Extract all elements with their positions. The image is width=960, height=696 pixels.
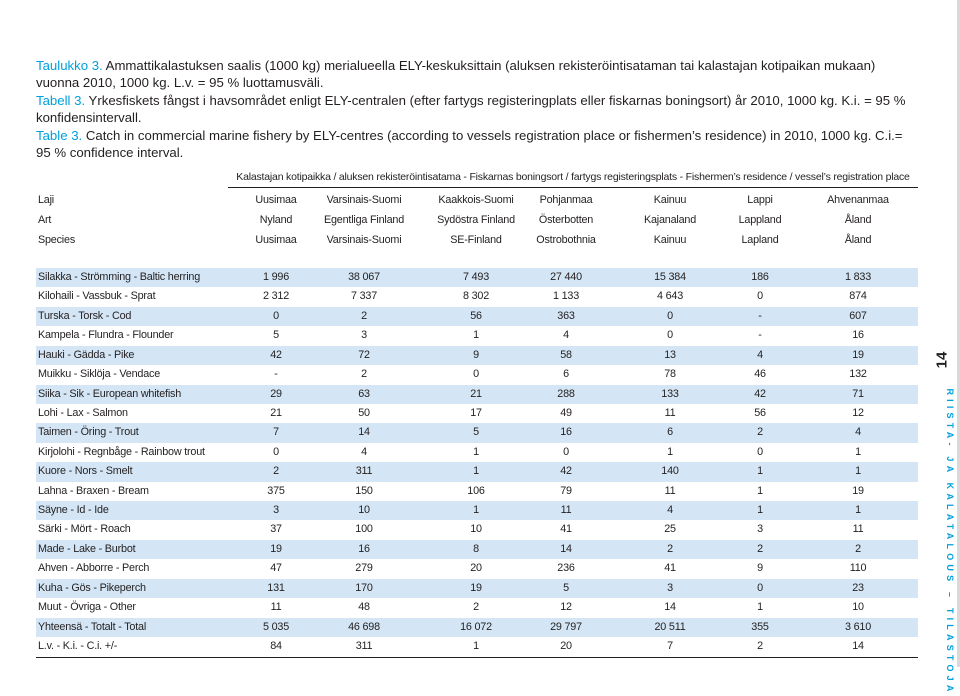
table-cell: 2 (757, 426, 763, 439)
table-captions (36, 58, 916, 163)
table-cell: 19 (852, 484, 864, 497)
table-cell: 47 (270, 562, 282, 575)
table-cell: 20 (470, 562, 482, 575)
table-row (36, 482, 918, 501)
table-row (36, 540, 918, 559)
table-cell: 13 (664, 348, 676, 361)
table-cell: 236 (557, 562, 575, 575)
species-name: Siika - Sik - European whitefish (38, 387, 182, 400)
table-row (36, 579, 918, 598)
species-name: Kirjolohi - Regnbåge - Rainbow trout (38, 445, 205, 458)
table-cell: 78 (664, 368, 676, 381)
header-row (36, 231, 918, 249)
table-row (36, 326, 918, 345)
table-row (36, 268, 918, 287)
table-row (36, 598, 918, 617)
table-row (36, 365, 918, 384)
caption-finnish (36, 58, 916, 91)
table-cell: 20 511 (654, 620, 686, 633)
species-name: Turska - Torsk - Cod (38, 309, 132, 322)
table-cell: 6 (667, 426, 673, 439)
column-header: Lapland (741, 234, 779, 246)
table-cell: 56 (754, 406, 766, 419)
species-name: Lohi - Lax - Salmon (38, 406, 128, 419)
table-cell: 3 (757, 523, 763, 536)
caption-text: Catch in commercial marine fishery by ELY-centres (according to vessels registration place or fishermen’s residence) in 2010, 1000 kg. C.i.= 95 % confidence interval. (36, 128, 903, 160)
table-cell: 1 (473, 329, 479, 342)
table-cell: 16 (560, 426, 572, 439)
table-cell: 9 (473, 348, 479, 361)
table-cell: 4 643 (656, 290, 684, 303)
table-cell: 311 (355, 465, 373, 478)
caption-text: Yrkesfiskets fångst i havsområdet enligt ELY-centralen (efter fartygs registeringplats eller fiskarnas boningsort) år 2010, 1000 kg. K.i. = 95 % konfidensintervall. (36, 93, 906, 125)
table-cell: 72 (358, 348, 370, 361)
table-cell: 4 (563, 329, 569, 342)
table-row (36, 385, 918, 404)
table-cell: 5 (563, 581, 569, 594)
table-cell: 14 (358, 426, 370, 439)
table-cell: 106 (467, 484, 485, 497)
table-cell: 10 (470, 523, 482, 536)
table-cell: 11 (852, 523, 864, 536)
table-cell: 1 996 (262, 271, 290, 283)
table-cell: 14 (852, 639, 864, 652)
species-name: Taimen - Öring - Trout (38, 426, 139, 439)
table-row (36, 618, 918, 637)
species-name: Ahven - Abborre - Perch (38, 562, 150, 575)
table-cell: 0 (273, 445, 279, 458)
table-cell: 1 (855, 445, 861, 458)
column-header: SE-Finland (450, 234, 502, 246)
column-header: Varsinais-Suomi (326, 194, 402, 206)
table-cell: 12 (560, 601, 572, 614)
table-cell: 7 337 (350, 290, 378, 303)
table-cell: 37 (270, 523, 282, 536)
table-cell: 3 (667, 581, 673, 594)
table-row (36, 307, 918, 326)
table-cell: 1 (757, 504, 763, 517)
table-cell: 58 (560, 348, 572, 361)
table-cell: 2 312 (262, 290, 290, 303)
table-cell: 8 302 (462, 290, 490, 303)
column-header: Pohjanmaa (539, 194, 593, 206)
table-cell: 7 (667, 639, 673, 652)
table-cell: 7 493 (462, 271, 490, 283)
table-cell: 2 (757, 639, 763, 652)
table-cell: - (758, 309, 762, 322)
table-cell: 132 (849, 368, 867, 381)
table-cell: 279 (355, 562, 373, 575)
table-cell: 1 (855, 504, 861, 517)
species-name: Lahna - Braxen - Bream (38, 484, 149, 497)
table-cell: 16 (852, 329, 864, 342)
table-cell: 2 (667, 542, 673, 555)
species-name: Kuha - Gös - Pikeperch (38, 581, 146, 594)
table-cell: 874 (849, 290, 867, 303)
table-cell: 56 (470, 309, 482, 322)
table-cell: 0 (273, 309, 279, 322)
column-header: Kajanaland (643, 214, 697, 226)
table-cell: - (758, 329, 762, 342)
page-number: 14 (933, 351, 951, 369)
table-cell: 1 (473, 639, 479, 652)
table-row (36, 346, 918, 365)
column-header: Kaakkois-Suomi (438, 194, 514, 206)
table-cell: 0 (757, 581, 763, 594)
species-name: Muikku - Siklöja - Vendace (38, 368, 161, 381)
table-cell: 63 (358, 387, 370, 400)
caption-label: Table 3. (36, 128, 83, 143)
table-row (36, 423, 918, 442)
table-cell: 29 797 (550, 620, 582, 633)
caption-english (36, 128, 916, 161)
table-cell: 11 (560, 504, 572, 517)
table-cell: 2 (473, 601, 479, 614)
table-cell: - (274, 368, 278, 381)
table-cell: 15 384 (654, 271, 686, 283)
header-row-label: Art (38, 214, 52, 226)
table-cell: 8 (473, 542, 479, 555)
table-cell: 50 (358, 406, 370, 419)
table-cell: 23 (852, 581, 864, 594)
table-cell: 0 (757, 445, 763, 458)
table-cell: 0 (667, 329, 673, 342)
caption-swedish (36, 93, 916, 126)
table-row (36, 404, 918, 423)
table-cell: 0 (473, 368, 479, 381)
table-cell: 288 (557, 387, 575, 400)
table-cell: 100 (355, 523, 373, 536)
table-cell: 42 (270, 348, 282, 361)
table-cell: 0 (667, 309, 673, 322)
table-cell: 14 (664, 601, 676, 614)
table-cell: 6 (563, 368, 569, 381)
table-cell: 110 (849, 562, 867, 575)
table-row (36, 287, 918, 306)
table-cell: 311 (355, 639, 373, 652)
table-cell: 42 (754, 387, 766, 400)
table-cell: 71 (852, 387, 864, 400)
table-cell: 355 (751, 620, 769, 633)
species-name: Särki - Mört - Roach (38, 523, 131, 536)
table-cell: 42 (560, 465, 572, 478)
table-cell: 5 035 (262, 620, 290, 633)
table-row (36, 462, 918, 481)
table-cell: 25 (664, 523, 676, 536)
caption-label: Taulukko 3. (36, 58, 103, 73)
column-header: Sydöstra Finland (437, 214, 515, 226)
table-cell: 1 (473, 445, 479, 458)
table-cell: 1 (667, 445, 673, 458)
header-row-label: Laji (38, 194, 55, 206)
table-row (36, 520, 918, 539)
table-bottom-rule (36, 657, 918, 658)
table-cell: 186 (751, 271, 769, 283)
caption-label: Tabell 3. (36, 93, 86, 108)
caption-text: Ammattikalastuksen saalis (1000 kg) merialueella ELY-keskuksittain (aluksen rekisteröintisataman tai kalastajan kotipaikan mukaan) vuonna 2010, 1000 kg. L.v. = 95 % luottamusväli. (36, 58, 876, 90)
column-header: Uusimaa (255, 194, 297, 206)
table-cell: 10 (852, 601, 864, 614)
species-name: Kampela - Flundra - Flounder (38, 329, 174, 342)
table-cell: 27 440 (550, 271, 582, 283)
table-cell: 14 (560, 542, 572, 555)
table-cell: 29 (270, 387, 282, 400)
table-cell: 2 (361, 309, 367, 322)
column-header: Uusimaa (255, 234, 297, 246)
table-cell: 1 (757, 601, 763, 614)
table-cell: 2 (273, 465, 279, 478)
table-cell: 1 (757, 484, 763, 497)
species-name: Yhteensä - Totalt - Total (38, 620, 147, 633)
running-title: RIISTA- JA KALATALOUS – TILASTOJA (945, 388, 955, 696)
table-cell: 1 (473, 504, 479, 517)
column-header: Nyland (259, 214, 293, 226)
table-cell: 10 (358, 504, 370, 517)
table-cell: 2 (855, 542, 861, 555)
table-cell: 11 (664, 406, 676, 419)
column-header: Österbotten (538, 214, 594, 226)
table-cell: 363 (557, 309, 575, 322)
column-header: Ahvenanmaa (827, 194, 889, 206)
table-cell: 1 (757, 465, 763, 478)
table-row (36, 501, 918, 520)
column-header: Varsinais-Suomi (326, 234, 402, 246)
table-cell: 133 (661, 387, 679, 400)
table-cell: 607 (849, 309, 867, 322)
table-cell: 5 (473, 426, 479, 439)
table-cell: 11 (270, 601, 282, 614)
table-cell: 1 (855, 465, 861, 478)
table-cell: 3 (273, 504, 279, 517)
table-cell: 49 (560, 406, 572, 419)
table-cell: 9 (757, 562, 763, 575)
species-name: Säyne - Id - Ide (38, 504, 109, 517)
table-cell: 4 (667, 504, 673, 517)
table-cell: 4 (757, 348, 763, 361)
header-row (36, 211, 918, 229)
column-header: Kainuu (653, 194, 687, 206)
table-row (36, 559, 918, 578)
table-cell: 0 (757, 290, 763, 303)
species-name: L.v. - K.i. - C.i. +/- (38, 639, 118, 652)
table-cell: 41 (664, 562, 676, 575)
table-cell: 5 (273, 329, 279, 342)
table-cell: 12 (852, 406, 864, 419)
table-cell: 16 072 (460, 620, 492, 633)
table-cell: 20 (560, 639, 572, 652)
table-cell: 2 (757, 542, 763, 555)
header-row-label: Species (38, 234, 76, 246)
species-name: Made - Lake - Burbot (38, 542, 136, 555)
table-cell: 38 067 (348, 271, 380, 283)
table-cell: 19 (270, 542, 282, 555)
spanning-column-header: Kalastajan kotipaikka / aluksen rekisteröintisatama - Fiskarnas boningsort / fartygs registeringsplats - Fishermen’s residence / vessel’s registration place (236, 171, 910, 183)
table-cell: 21 (470, 387, 482, 400)
table-cell: 150 (355, 484, 373, 497)
table-cell: 48 (358, 601, 370, 614)
table-cell: 3 (361, 329, 367, 342)
species-name: Silakka - Strömming - Baltic herring (38, 271, 201, 283)
species-name: Kilohaili - Vassbuk - Sprat (38, 290, 156, 303)
table-cell: 7 (273, 426, 279, 439)
table-cell: 1 (473, 465, 479, 478)
table-cell: 1 133 (552, 290, 580, 303)
table-row (36, 443, 918, 462)
column-header: Åland (844, 234, 872, 246)
column-header: Åland (844, 214, 872, 226)
species-name: Kuore - Nors - Smelt (38, 465, 133, 478)
column-header: Egentliga Finland (323, 214, 405, 226)
table-cell: 4 (361, 445, 367, 458)
table-cell: 4 (855, 426, 861, 439)
table-row (36, 637, 918, 656)
table-cell: 2 (361, 368, 367, 381)
species-name: Hauki - Gädda - Pike (38, 348, 135, 361)
table-cell: 131 (267, 581, 285, 594)
header-divider (228, 187, 918, 188)
species-name: Muut - Övriga - Other (38, 601, 136, 614)
table-cell: 46 698 (348, 620, 380, 633)
table-cell: 0 (563, 445, 569, 458)
table-cell: 17 (470, 406, 482, 419)
table-cell: 11 (664, 484, 676, 497)
column-header: Kainuu (653, 234, 687, 246)
table-cell: 140 (661, 465, 679, 478)
table-cell: 1 833 (844, 271, 872, 283)
table-cell: 84 (270, 639, 282, 652)
column-header: Lappi (747, 194, 773, 206)
table-cell: 19 (470, 581, 482, 594)
table-cell: 16 (358, 542, 370, 555)
table-cell: 46 (754, 368, 766, 381)
header-row (36, 191, 918, 209)
table-cell: 3 610 (844, 620, 872, 633)
column-header: Ostrobothnia (536, 234, 596, 246)
table-cell: 41 (560, 523, 572, 536)
table-cell: 79 (560, 484, 572, 497)
table-cell: 19 (852, 348, 864, 361)
table-cell: 21 (270, 406, 282, 419)
column-header: Lappland (738, 214, 782, 226)
table-cell: 170 (355, 581, 373, 594)
table-cell: 375 (267, 484, 285, 497)
